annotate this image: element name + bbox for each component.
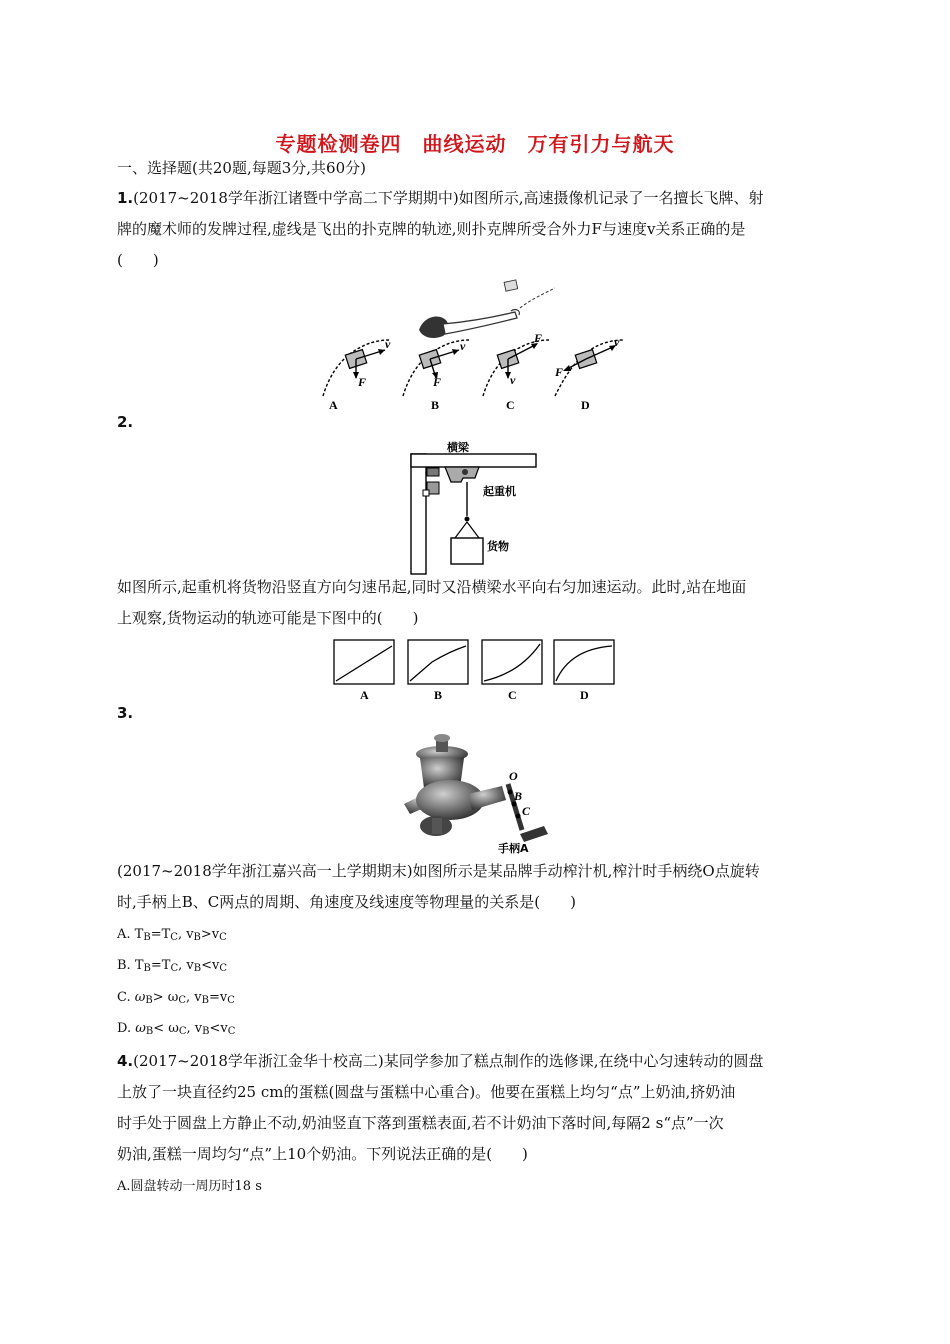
option-label-a: A — [329, 398, 338, 412]
point-b-label: B — [514, 789, 523, 803]
question-1-figure — [315, 278, 635, 413]
option-label-b: B — [434, 688, 443, 702]
option-c-diagram — [483, 340, 549, 396]
question-3-option-b: B. $T_B=T_C$, $v_B<v_C$ — [117, 958, 227, 974]
option-label-b: B — [431, 398, 440, 412]
question-4-line-3: 时手处于圆盘上方静止不动,奶油竖直下落到蛋糕表面,若不计奶油下落时间,每隔2 s“点”一次 — [117, 1114, 724, 1132]
question-4-line-2: 上放了一块直径约25 cm的蛋糕(圆盘与蛋糕中心重合)。他要在蛋糕上均匀“点”上奶油,挤奶油 — [117, 1083, 736, 1101]
force-label: F — [534, 331, 543, 345]
question-2-line-1: 如图所示,起重机将货物沿竖直方向匀速吊起,同时又沿横梁水平向右匀加速运动。此时,站在地面 — [117, 578, 747, 596]
question-3-line-2: 时,手柄上B、C两点的周期、角速度及线速度等物理量的关系是( ) — [117, 893, 576, 911]
question-3-option-d: D. $\omega_B< \omega_C$, $v_B<v_C$ — [117, 1021, 236, 1037]
option-label-a: A — [360, 688, 369, 702]
juicer-figure — [398, 730, 558, 854]
velocity-label: v — [510, 373, 516, 387]
velocity-label: v — [460, 339, 466, 353]
question-4-text: (2017~2018学年浙江金华十校高二)某同学参加了糕点制作的选修课,在绕中心匀速转动的圆盘 — [133, 1052, 764, 1070]
trajectory-option-c — [482, 640, 542, 684]
crane-figure — [405, 438, 545, 576]
cargo-label: 货物 — [487, 540, 509, 553]
question-1-number: 1. — [117, 189, 134, 207]
question-1-line-1 — [117, 189, 837, 207]
question-3-option-a: A. $T_B=T_C$, $v_B>v_C$ — [117, 927, 227, 943]
trajectory-option-b — [408, 640, 468, 684]
option-a-diagram — [323, 340, 389, 396]
trajectory-options-figure — [330, 636, 620, 704]
question-3-number-line — [117, 704, 837, 722]
force-label: v — [385, 337, 391, 351]
option-label-c: C — [506, 398, 515, 412]
page-title: 专题检测卷四 曲线运动 万有引力与航天 — [275, 132, 675, 156]
force-label: F — [555, 365, 564, 379]
question-2-number-line — [117, 413, 837, 431]
force-label: F — [358, 375, 367, 389]
question-4-line-1 — [117, 1052, 837, 1070]
option-label-d: D — [580, 688, 589, 702]
question-3-number: 3. — [117, 704, 134, 722]
question-4-option-a: A.圆盘转动一周历时18 s — [117, 1179, 262, 1194]
point-o-label: O — [509, 769, 518, 783]
question-1-text: (2017~2018学年浙江诸暨中学高二下学期期中)如图所示,高速摄像机记录了一名擅长飞牌、射 — [133, 189, 764, 207]
question-4-line-4: 奶油,蛋糕一周均匀“点”上10个奶油。下列说法正确的是( ) — [117, 1145, 528, 1163]
question-1-line-2: 牌的魔术师的发牌过程,虚线是飞出的扑克牌的轨迹,则扑克牌所受合外力F与速度v关系正确的是 — [117, 220, 746, 238]
velocity-label: v — [614, 335, 620, 349]
trajectory-option-d — [554, 640, 614, 684]
magician-illustration — [419, 280, 555, 338]
option-label-c: C — [508, 688, 517, 702]
question-2-line-2: 上观察,货物运动的轨迹可能是下图中的( ) — [117, 609, 419, 627]
beam-label: 横梁 — [447, 441, 469, 454]
point-c-label: C — [522, 804, 531, 818]
question-3-line-1: (2017~2018学年浙江嘉兴高一上学期期末)如图所示是某品牌手动榨汁机,榨汁时手柄绕O点旋转 — [117, 862, 760, 880]
question-4-number: 4. — [117, 1052, 134, 1070]
handle-label: 手柄A — [498, 842, 529, 854]
option-label-d: D — [581, 398, 590, 412]
question-2-number: 2. — [117, 413, 134, 431]
question-3-option-c: C. $\omega_B> \omega_C$, $v_B=v_C$ — [117, 990, 235, 1006]
force-label: F — [433, 375, 442, 389]
trajectory-option-a — [334, 640, 394, 684]
section-heading: 一、选择题(共20题,每题3分,共60分) — [117, 159, 366, 177]
option-d-diagram — [555, 340, 623, 396]
question-1-answer-blank: ( ) — [117, 251, 159, 269]
crane-label: 起重机 — [483, 485, 516, 498]
